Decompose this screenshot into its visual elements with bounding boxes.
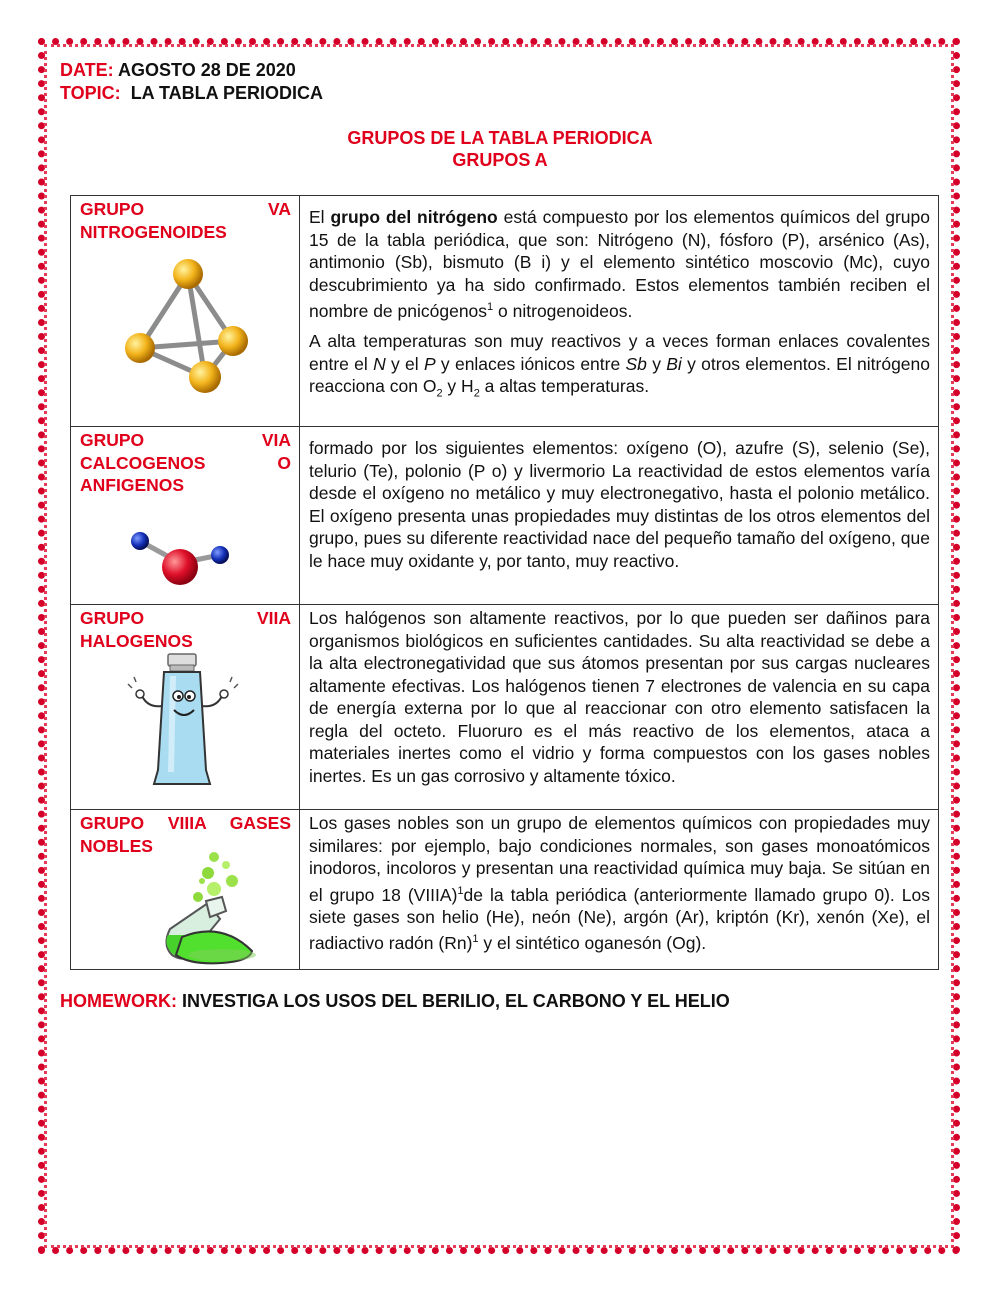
text-run: y H bbox=[442, 376, 474, 397]
group-description-cell bbox=[300, 427, 939, 605]
group-description bbox=[309, 206, 930, 322]
group-name: GRUPO VA NITROGENOIDES bbox=[80, 199, 291, 242]
footnote-marker: 1 bbox=[457, 884, 464, 897]
text-run: El bbox=[309, 207, 331, 227]
bold-text-run: grupo del nitrógeno bbox=[330, 207, 498, 227]
text-run: o nitrogenoideos. bbox=[493, 300, 633, 321]
page-title: GRUPOS DE LA TABLA PERIODICA bbox=[347, 128, 653, 148]
group-name: GRUPO VIIIA GASES NOBLES bbox=[80, 813, 291, 856]
text-run: y el bbox=[385, 353, 424, 374]
text-run: a altas temperaturas. bbox=[479, 376, 650, 397]
italic-text-run: Bi bbox=[666, 353, 682, 374]
homework-line bbox=[60, 991, 730, 1012]
group-name: GRUPO VIIA HALOGENOS bbox=[80, 608, 291, 651]
group-description: formado por los siguientes elementos: oxígeno (O), azufre (S), selenio (Se), telurio (Te), polonio (P o) y livermorio La reactividad de estos elementos varía desde el oxígeno no metálico y muy electronegativo, hasta el polonio metálico. El oxígeno presenta unas propiedades muy distintas de los otros elementos del grupo, pues su diferente reactividad nace del pequeño tamaño del oxígeno, que le hace muy oxidante y, por tanto, muy reactivo. bbox=[309, 438, 930, 571]
group-description: Los halógenos son altamente reactivos, por lo que pueden ser dañinos para organismos biológicos en suficientes cantidades. Su alta reactividad se debe a la alta electronegatividad que sus átomos presentan por sus cargas nucleares altamente efectivas. Los halógenos tienen 7 electrones de valencia en su capa de energía externa por lo que al reaccionar con otro elemento satisfacen la regla del octeto. Fluoruro es el más reactivo de los elementos, ataca a materiales inertes como el vidrio y forma compuestos con los gases nobles inertes. Es un gas corrosivo y altamente tóxico. bbox=[309, 608, 930, 786]
footnote-marker: 1 bbox=[487, 301, 494, 313]
date-label: DATE: bbox=[60, 60, 114, 80]
water-molecule-icon bbox=[110, 501, 260, 601]
subscript: 2 bbox=[436, 387, 443, 400]
groups-table bbox=[70, 195, 939, 970]
footnote-marker: 1 bbox=[472, 933, 479, 946]
toothpaste-tube-icon bbox=[126, 652, 246, 794]
text-run: A alta temperaturas son muy reactivos y a veces forman enlaces covalentes entre el bbox=[309, 331, 930, 374]
subscript: 2 bbox=[473, 387, 480, 400]
group-description-cell bbox=[300, 810, 939, 970]
italic-text-run: Sb bbox=[625, 353, 647, 374]
nitrogen-molecule-icon bbox=[110, 249, 260, 399]
group-name-cell bbox=[71, 427, 300, 605]
italic-text-run: P bbox=[423, 353, 436, 374]
table-row bbox=[71, 810, 939, 970]
group-name-cell bbox=[71, 196, 300, 427]
date-line bbox=[60, 60, 296, 81]
text-run: y bbox=[646, 353, 667, 374]
text-run: está compuesto por los elementos químicos del grupo 15 de la tabla periódica, que son: Nitrógeno (N), fósforo (P), arsénico (As), antimonio (Sb), bismuto (B i) y el elemento sintético moscovio (Mc), cuyo descubrimiento ya ha sido confirmado. Estos elementos también reciben el nombre de pnicógenos bbox=[309, 207, 930, 321]
group-description-2 bbox=[309, 330, 930, 405]
text-run: y enlaces iónicos entre bbox=[435, 353, 626, 374]
topic-label: TOPIC: bbox=[60, 83, 121, 103]
group-description bbox=[309, 812, 930, 955]
group-name-cell bbox=[71, 605, 300, 810]
page-subtitle: GRUPOS A bbox=[452, 150, 548, 170]
date-value: AGOSTO 28 DE 2020 bbox=[118, 60, 296, 80]
italic-text-run: N bbox=[373, 353, 386, 374]
topic-value: LA TABLA PERIODICA bbox=[130, 83, 324, 103]
table-row bbox=[71, 605, 939, 810]
table-row bbox=[71, 427, 939, 605]
text-run: y otros elementos. El nitrógeno reacciona con O bbox=[309, 353, 931, 397]
table-row bbox=[71, 196, 939, 427]
group-name-cell bbox=[71, 810, 300, 970]
homework-label: HOMEWORK: bbox=[60, 991, 177, 1011]
text-run: Los gases nobles son un grupo de elementos químicos con propiedades muy similares: por ejemplo, bajo condiciones normales, son gases monoatómicos inodoros, incoloros y presentan una reactividad química muy baja. Se sitúan en el grupo 18 (VIIIA) bbox=[309, 813, 930, 905]
bubbling-flask-icon bbox=[162, 851, 272, 969]
group-name: GRUPO VIA CALCOGENOS O ANFIGENOS bbox=[80, 430, 291, 495]
text-run: de la tabla periódica (anteriormente llamado grupo 0). Los siete gases son helio (He), neón (Ne), argón (Ar), kriptón (Kr), xenón (Xe), el radiactivo radón (Rn) bbox=[309, 884, 930, 954]
homework-text: INVESTIGA LOS USOS DEL BERILIO, EL CARBONO Y EL HELIO bbox=[182, 991, 730, 1011]
group-description-cell bbox=[300, 196, 939, 427]
topic-line bbox=[60, 83, 323, 104]
group-description-cell bbox=[300, 605, 939, 810]
text-run: y el sintético oganesón (Og). bbox=[478, 933, 707, 954]
